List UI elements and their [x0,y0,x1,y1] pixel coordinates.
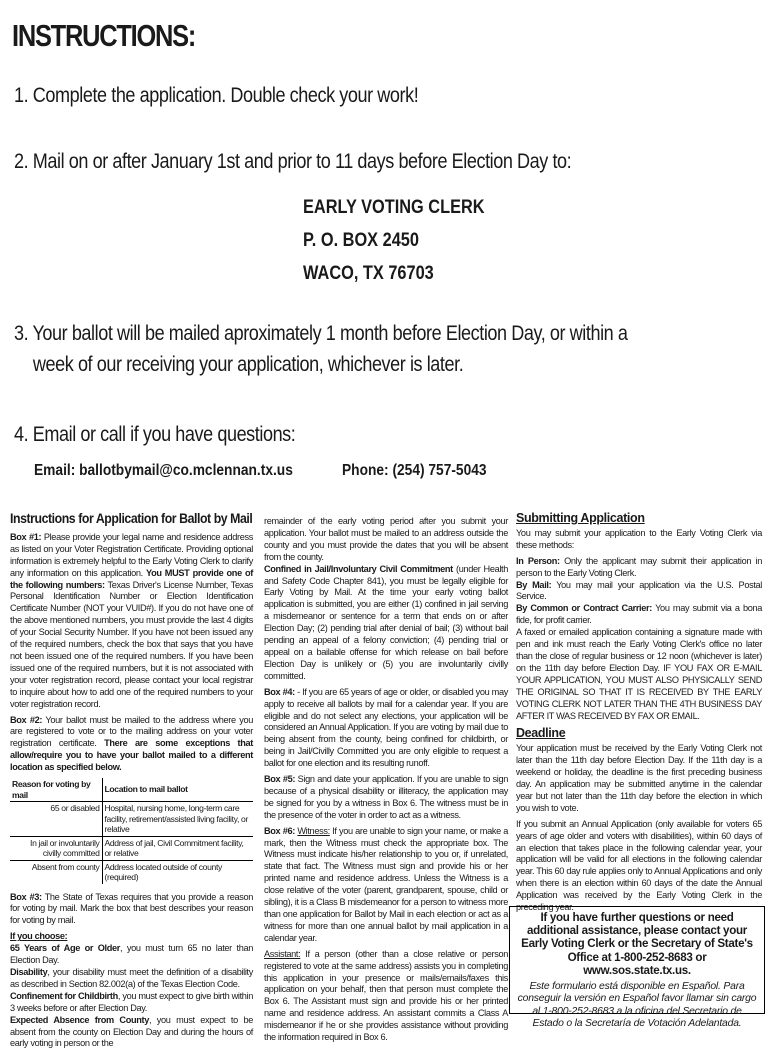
mailing-address-line-2: P. O. BOX 2450 [303,230,419,251]
box-1-text-a: Please provide your legal name and residence address as listed on your Voter Registration Certificate. Providing optional information is extremely helpful to the Early Voting Clerk to clarify any information on this application. [10,531,253,578]
instructions-column-1 [10,510,254,1054]
jail-text: (under Health and Safety Code Chapter 841), you must be legally eligible for Early Voting by Mail. At the time your early voting ballot application is submitted, you are either (1) confined in jail serving a misdemeanor or sentence for a term that ends on or after Election Day; (2) pending trial after denial of bail; (3) without bail pending an appeal of a felony conviction; (4) pending trial or appeal on a bailable offense for which release on bail before Election Day is unlikely or (5) you are involuntarily civilly committed. [264,563,508,681]
fax-paragraph: A faxed or emailed application containing a signature made with pen and ink must reach the Early Voting Clerk's office no later than the close of regular business or 12 noon (whichever is later) on the 11th day before Election Day. IF YOU FAX OR E-MAIL YOUR APPLICATION, YOU MUST ALSO PHYSICALLY SEND THE ORIGINAL SO THAT IT IS RECEIVED BY THE EARLY VOTING CLERK NOT LATER THAN THE 4TH BUSINESS DAY AFTER IT WAS RECEIVED BY FAX OR EMAIL. [516,627,762,721]
step-3-line-2: week of our receiving your application, whichever is later. [32,353,464,376]
mailing-address-line-3: WACO, TX 76703 [303,263,434,284]
box-2-text-b: There are some exceptions that allow/require you to have your ballot mailed to a different location as specified below. [10,738,253,773]
witness-label: Witness: [297,825,330,836]
table-header-row [10,778,253,802]
box-5-paragraph [264,774,508,822]
table-cell: In jail or involuntarily civilly committed [10,836,102,860]
step-3 [14,318,627,380]
box-3-text: The State of Texas requires that you provide a reason for voting by mail. Mark the box that best describes your reason for voting by mail. [10,891,253,926]
table-row [10,860,253,884]
age-paragraph [10,943,253,967]
assistant-text: If a person (other than a close relative or person registered to vote at the same address) assists you in completing this application in your presence or mails/emails/faxes this application on your behalf, then that person must complete the Box 6. The Assistant must sign and provide his or her printed name and residence address. An assistant commits a Class A misdemeanor if he or she provides assistance without providing the information required in Box 6. [264,948,508,1043]
absence-continued: remainder of the early voting period after you submit your application. Your ballot must be mailed to an address outside the county and you must provide the dates that you will be absent from the county. [264,516,508,562]
age-text: , you must turn 65 no later than Election Day. [10,943,254,966]
annual-paragraph: If you submit an Annual Application (only available for voters 65 years of age older and voters with disabilities), within 60 days of an election that takes place in the following calendar year, your application will be valid for all elections in the following calendar year. This 60 day rule applies only to Annual Applications and only when there is an election within 60 days of the date the Annual Application was received by the Early Voting Clerk in the preceding year. [516,818,762,913]
assistant-label: Assistant: [264,948,301,959]
reasons-table [10,778,253,884]
table-cell: Absent from county [10,860,102,884]
box-5-label: Box #5: [264,774,296,785]
step-2: 2. Mail on or after January 1st and prior to 11 days before Election Day to: [14,150,572,173]
jail-paragraph [264,564,508,683]
childbirth-label: Confinement for Childbirth [10,990,118,1001]
box-6-paragraph [264,826,508,945]
box-1-text-c: Texas Driver's License Number, Texas Personal Identification Number or Election Identification Certificate Number (NOT your VUID#). If you do not have one of the above mentioned numbers, you must provide the last 4 digits of your Social Security Number. If you have not been issued any of the required numbers, check the box that says that you have not been issued one of the required numbers. If you have been issued one of the required numbers, but it is not associated with your voter registration record, please contact your local registrar to inquire about how to add one of the required numbers to your voter registration record. [10,579,253,709]
box-2-label: Box #2: [10,714,43,725]
box-1-text-b: You MUST provide one of the following numbers: [10,567,253,590]
submitting-intro: You may submit your application to the Early Voting Clerk via these methods: [516,527,762,550]
table-row [10,802,253,837]
age-label: 65 Years of Age or Older [10,943,120,954]
deadline-paragraph: Your application must be received by the Early Voting Clerk not later than the 11th day before Election Day. If the 11th day is a weekend or holiday, the deadline is the first preceding business day. An application may be submitted anytime in the calendar year but not later than the 11th day before the election in which you wish to vote. [516,743,762,813]
table-cell: Address located outside of county (required) [102,860,253,884]
box-4-text: - If you are 65 years of age or older, or disabled you may apply to receive all ballots by mail for a calendar year. If you are eligible and do not select any elections, your application will be considered an Annual Application. If you are voting by mail due to being absent from the county, being confined for childbirth, or being in Jail/Civilly Committed you are only eligible to request a ballot for one election and its resulting runoff. [264,686,508,769]
box-4-label: Box #4: [264,686,295,697]
box-3-label: Box #3: [10,891,42,902]
disability-text: , your disability must meet the definition of a disability as described in Section 82.002(a) of the Texas Election Code. [10,966,253,989]
step-3-line-1: 3. Your ballot will be mailed aproximately 1 month before Election Day, or within a [14,322,628,345]
instructions-column-2 [264,516,508,1048]
spanish-availability-text: Este formulario está disponible en Español. Para conseguir la versión en Español favor llamar sin cargo al 1-800-252-8683 a la oficina del Secretario de Estado o la Secretaría de Votación Adelantada. [517,981,757,1030]
table-header: Location to mail ballot [102,778,253,802]
by-mail-text: You may mail your application via the U.S. Postal Service. [516,579,762,602]
absence-text: , you must expect to be absent from the county on Election Day and during the hours of early voting in person or the [10,1014,253,1049]
page-title: INSTRUCTIONS: [12,18,196,53]
instructions-heading: Instructions for Application for Ballot by Mail [10,510,253,526]
contact-email[interactable]: Email: ballotbymail@co.mclennan.tx.us [34,462,293,479]
in-person-text: Only the applicant may submit their application in person to the Early Voting Clerk. [516,555,762,578]
box-2-text-a: Your ballot must be mailed to the address where you are registered to vote or to the mailing address on your voter registration certificate. [10,714,253,749]
table-row [10,836,253,860]
absence-label: Expected Absence from County [10,1014,149,1025]
carrier-label: By Common or Contract Carrier: [516,603,652,614]
box-1-paragraph [10,532,253,711]
disability-label: Disability [10,966,48,977]
box-2-paragraph [10,715,253,775]
box-4-paragraph [264,687,508,770]
table-cell: Address of jail, Civil Commitment facility, or relative [102,836,253,860]
carrier-text: You may submit via a bona fide, for profit carrier. [516,603,763,626]
box-3-paragraph [10,892,253,928]
mailing-address-line-1: EARLY VOTING CLERK [303,197,485,218]
help-contact-text: If you have further questions or need additional assistance, please contact your Early Voting Clerk or the Secretary of State's Office at 1-800-252-8683 or www.sos.state.tx.us. [521,911,753,977]
instructions-column-3 [516,513,762,918]
table-header: Reason for voting by mail [10,778,102,802]
jail-label: Confined in Jail/Involuntary Civil Commitment [264,563,453,574]
by-mail-label: By Mail: [516,579,552,590]
disability-paragraph [10,967,253,991]
assistant-paragraph [264,949,508,1044]
table-cell: Hospital, nursing home, long-term care facility, retirement/assisted living facility, or relative [104,803,248,835]
contact-phone[interactable]: Phone: (254) 757-5043 [342,462,487,479]
box-5-text: Sign and date your application. If you are unable to sign because of a physical disability or illiteracy, the application may be signed for you by a witness in Box 6. The witness must be in the presence of the voter in order to act as a witness. [264,774,508,820]
step-4: 4. Email or call if you have questions: [14,423,296,446]
carrier-paragraph [516,603,762,627]
step-1: 1. Complete the application. Double check your work! [14,84,419,107]
in-person-paragraph [516,556,762,580]
box-6-label: Box #6: [264,825,295,836]
box-1-label: Box #1: [10,531,42,542]
if-you-choose [10,931,253,943]
submitting-heading: Submitting Application [516,511,645,525]
table-cell: 65 or disabled [10,802,102,837]
box-6-text: If you are unable to sign your name, or make a mark, then the Witness must check the appropriate box. The Witness must indicate his/her relationship to you or, if unrelated, state that fact. The Witness must sign and provide his or her printed name and residence address. Unless the Witness is a close relative of the voter (parent, grandparent, spouse, child or sibling), it is a Class B misdemeanor for a person to witness more than one application for Ballot by Mail in each election or act as a witness for more than one annual ballot by mail application in a calendar year. [264,825,508,943]
childbirth-text: , you must expect to give birth within 3 weeks before or after Election Day. [10,990,253,1013]
childbirth-paragraph [10,991,253,1015]
in-person-label: In Person: [516,555,560,566]
if-you-choose-label: If you choose: [10,931,68,942]
help-box [509,906,765,1030]
by-mail-paragraph [516,580,762,604]
deadline-heading: Deadline [516,726,566,741]
absence-paragraph [10,1015,253,1051]
